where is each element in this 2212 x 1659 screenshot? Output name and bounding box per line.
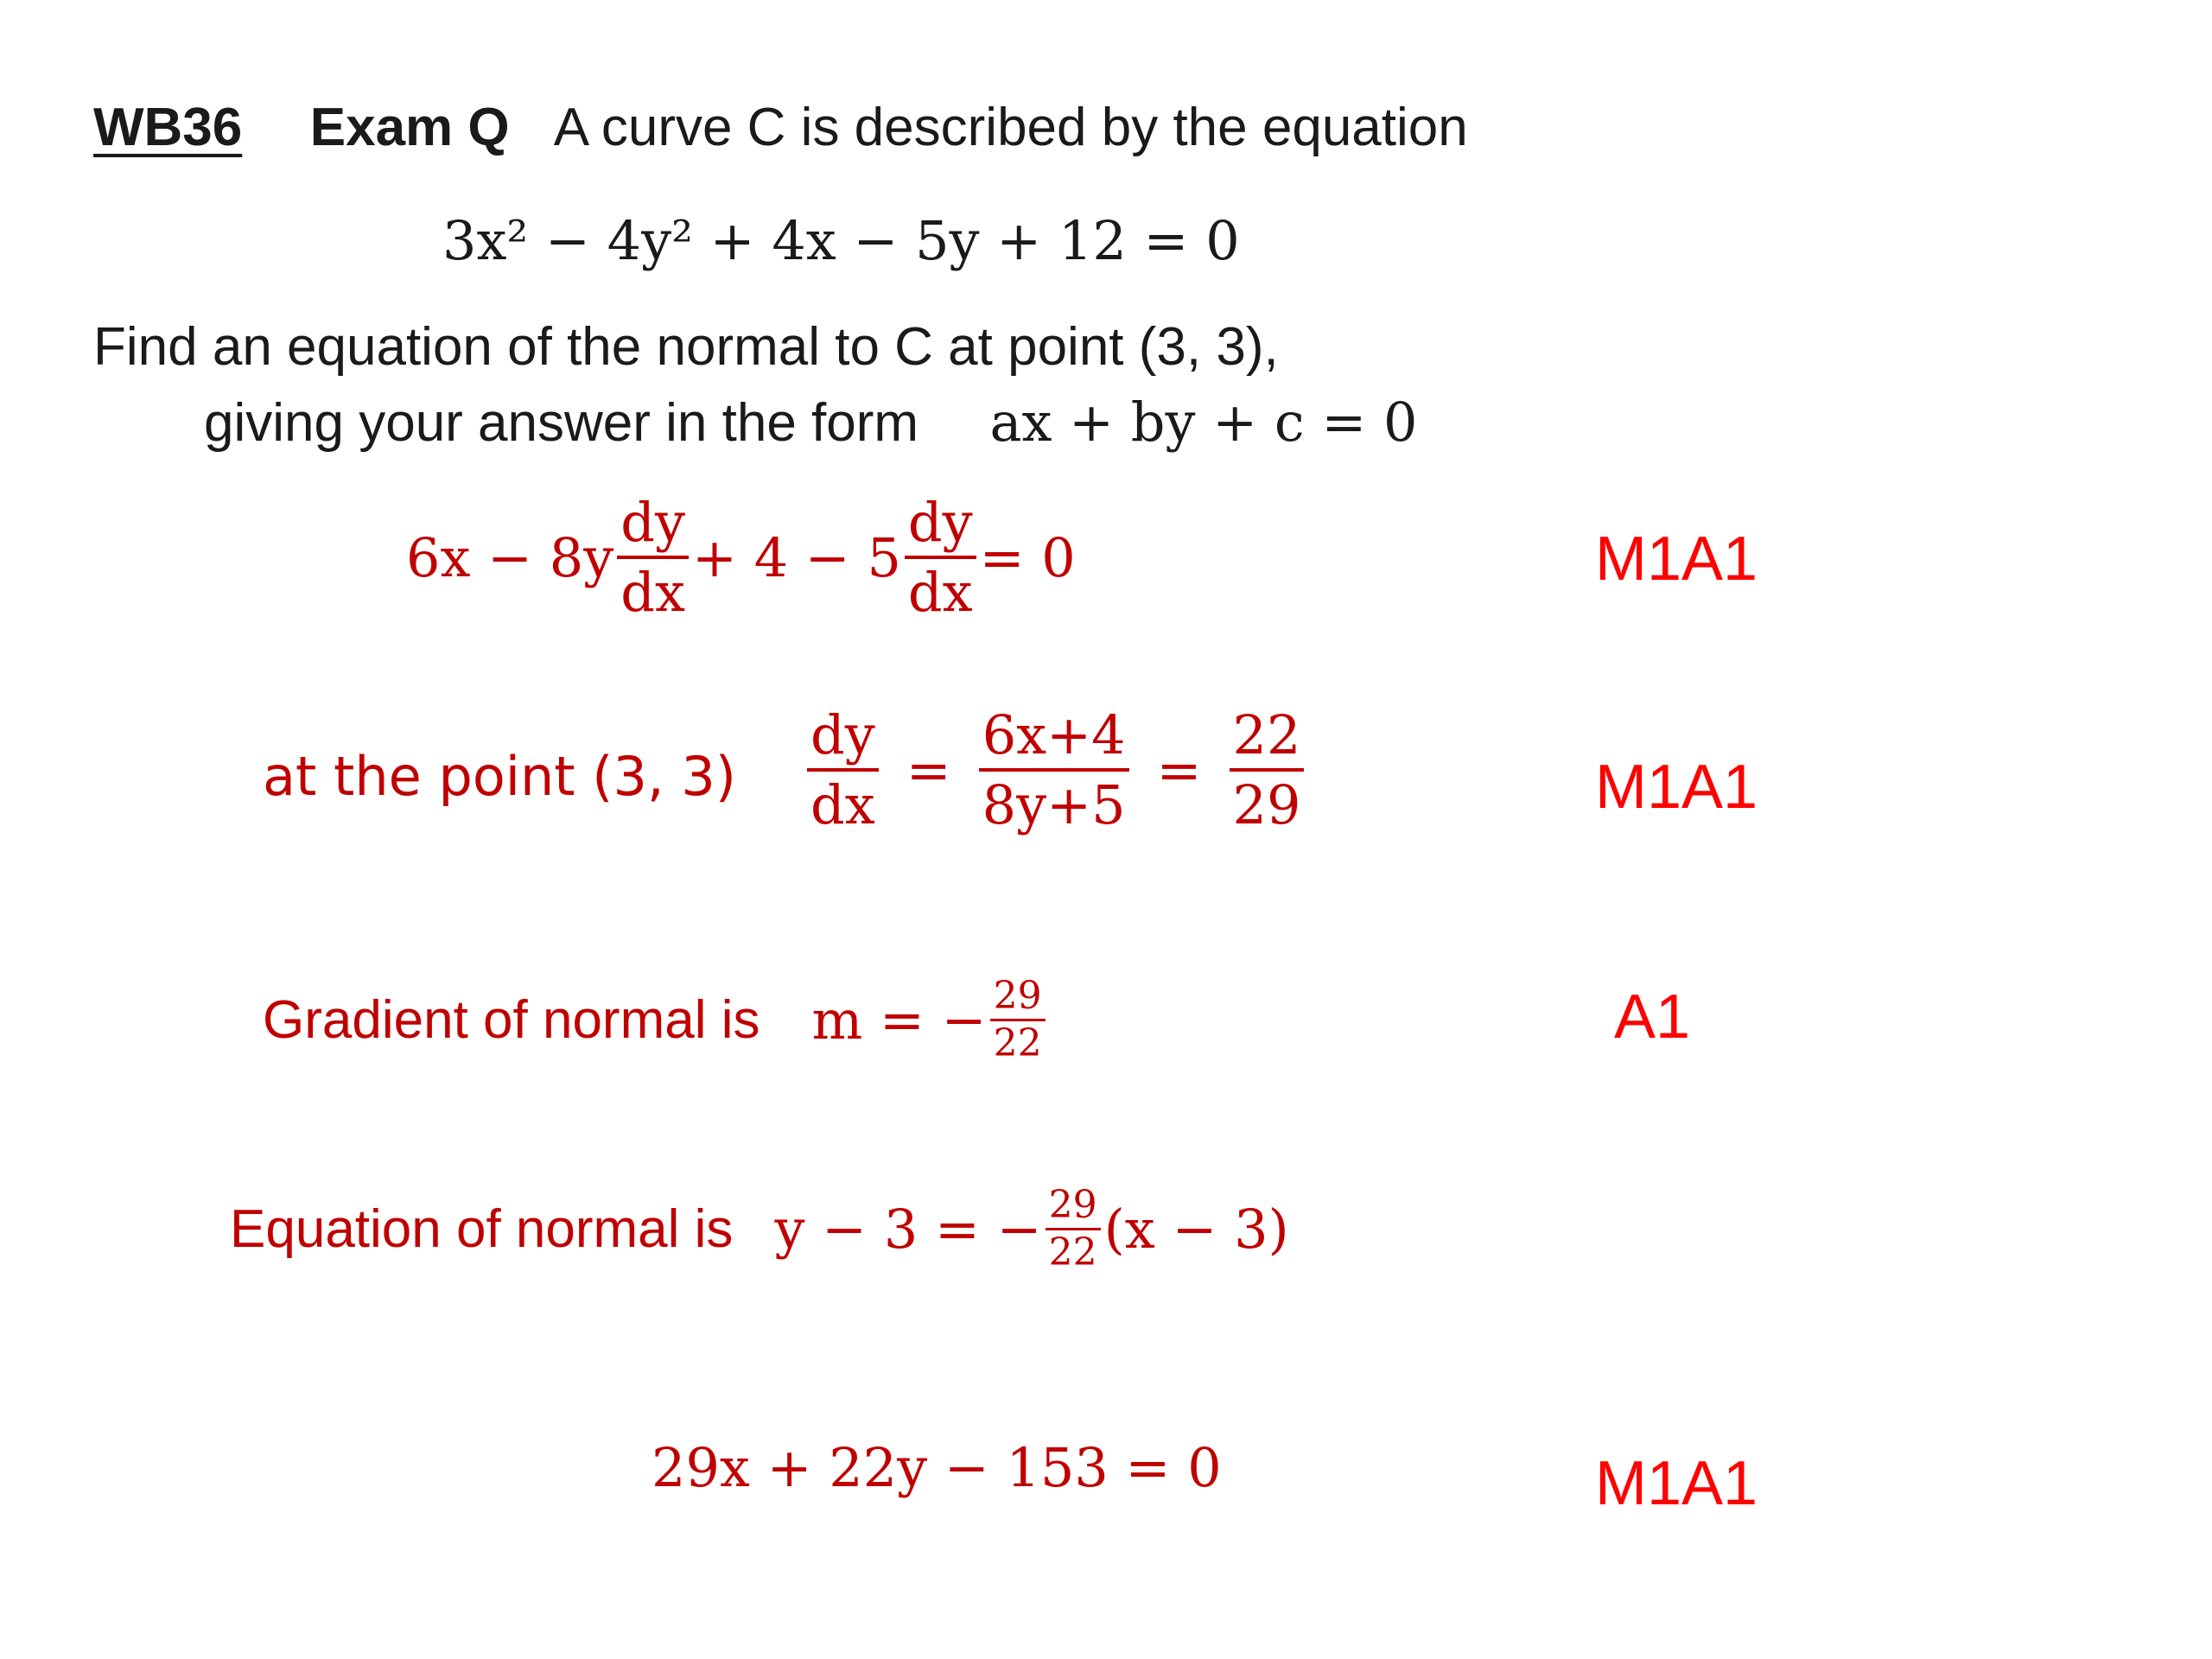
step2-equals-2: = — [1156, 738, 1202, 802]
fraction-bar — [617, 556, 689, 559]
step4-fraction — [1046, 1185, 1101, 1273]
final-answer: 29x + 22y − 153 = 0 — [652, 1436, 1222, 1499]
task-line-2: giving your answer in the form — [204, 393, 919, 453]
fraction-bar — [905, 556, 976, 559]
step4-num: 29 — [1048, 1183, 1097, 1227]
step2-value-den: 29 — [1232, 773, 1301, 837]
step2-den: 8y+5 — [982, 773, 1126, 837]
step3-lhs: m = − — [811, 988, 987, 1052]
step2-derivative — [807, 703, 879, 837]
answer-form: ax + by + c = 0 — [989, 391, 1418, 454]
step3-line — [263, 976, 1049, 1064]
step3-mark: A1 — [1614, 982, 1691, 1052]
fraction-bar — [979, 768, 1129, 772]
step5-mark: M1A1 — [1595, 1449, 1758, 1518]
task-line-1: Find an equation of the normal to C at point (3, 3), — [93, 317, 1279, 377]
step1-mark: M1A1 — [1595, 524, 1758, 594]
step1-frac2-den: dx — [907, 561, 973, 625]
step1-frac2-num: dy — [907, 491, 973, 554]
step2-dx: dx — [810, 773, 875, 837]
step3-den: 22 — [993, 1021, 1042, 1066]
fraction-bar — [807, 768, 879, 772]
step2-num: 6x+4 — [982, 703, 1126, 766]
question-intro: A curve C is described by the equation — [553, 98, 1468, 157]
step1-part-b: + 4 − 5 — [691, 525, 901, 589]
step3-label: Gradient of normal is — [263, 990, 760, 1051]
step2-equals-1: = — [906, 738, 951, 802]
fraction-bar — [1230, 768, 1305, 772]
step1-fraction-1 — [617, 491, 689, 625]
step1-fraction-2 — [905, 491, 976, 625]
step2-label: at the point (3, 3) — [263, 745, 736, 808]
task-line-2-wrap — [204, 391, 1417, 454]
step1-frac1-den: dx — [620, 561, 685, 625]
step1-part-a: 6x − 8y — [406, 525, 614, 589]
step1-part-c: = 0 — [979, 525, 1076, 589]
step4-den: 22 — [1048, 1230, 1097, 1275]
question-ref: WB36 — [93, 98, 243, 157]
curve-equation: 3x² − 4y² + 4x − 5y + 12 = 0 — [442, 209, 1240, 272]
step3-num: 29 — [993, 974, 1042, 1018]
step4-line — [230, 1185, 1289, 1273]
question-header — [93, 97, 1468, 158]
step2-value-num: 22 — [1232, 703, 1301, 766]
step4-rhs: (x − 3) — [1103, 1198, 1289, 1262]
step2-value — [1230, 703, 1305, 837]
step4-label: Equation of normal is — [230, 1199, 734, 1260]
step1-equation — [406, 491, 1076, 625]
step3-fraction — [990, 976, 1046, 1064]
step4-lhs: y − 3 = − — [774, 1198, 1042, 1262]
step1-frac1-num: dy — [620, 491, 685, 554]
exam-label: Exam Q — [309, 98, 510, 157]
step2-dy: dy — [810, 703, 875, 766]
step2-equation — [804, 703, 1307, 837]
step2-mark: M1A1 — [1595, 753, 1758, 822]
step2-fraction — [979, 703, 1129, 837]
